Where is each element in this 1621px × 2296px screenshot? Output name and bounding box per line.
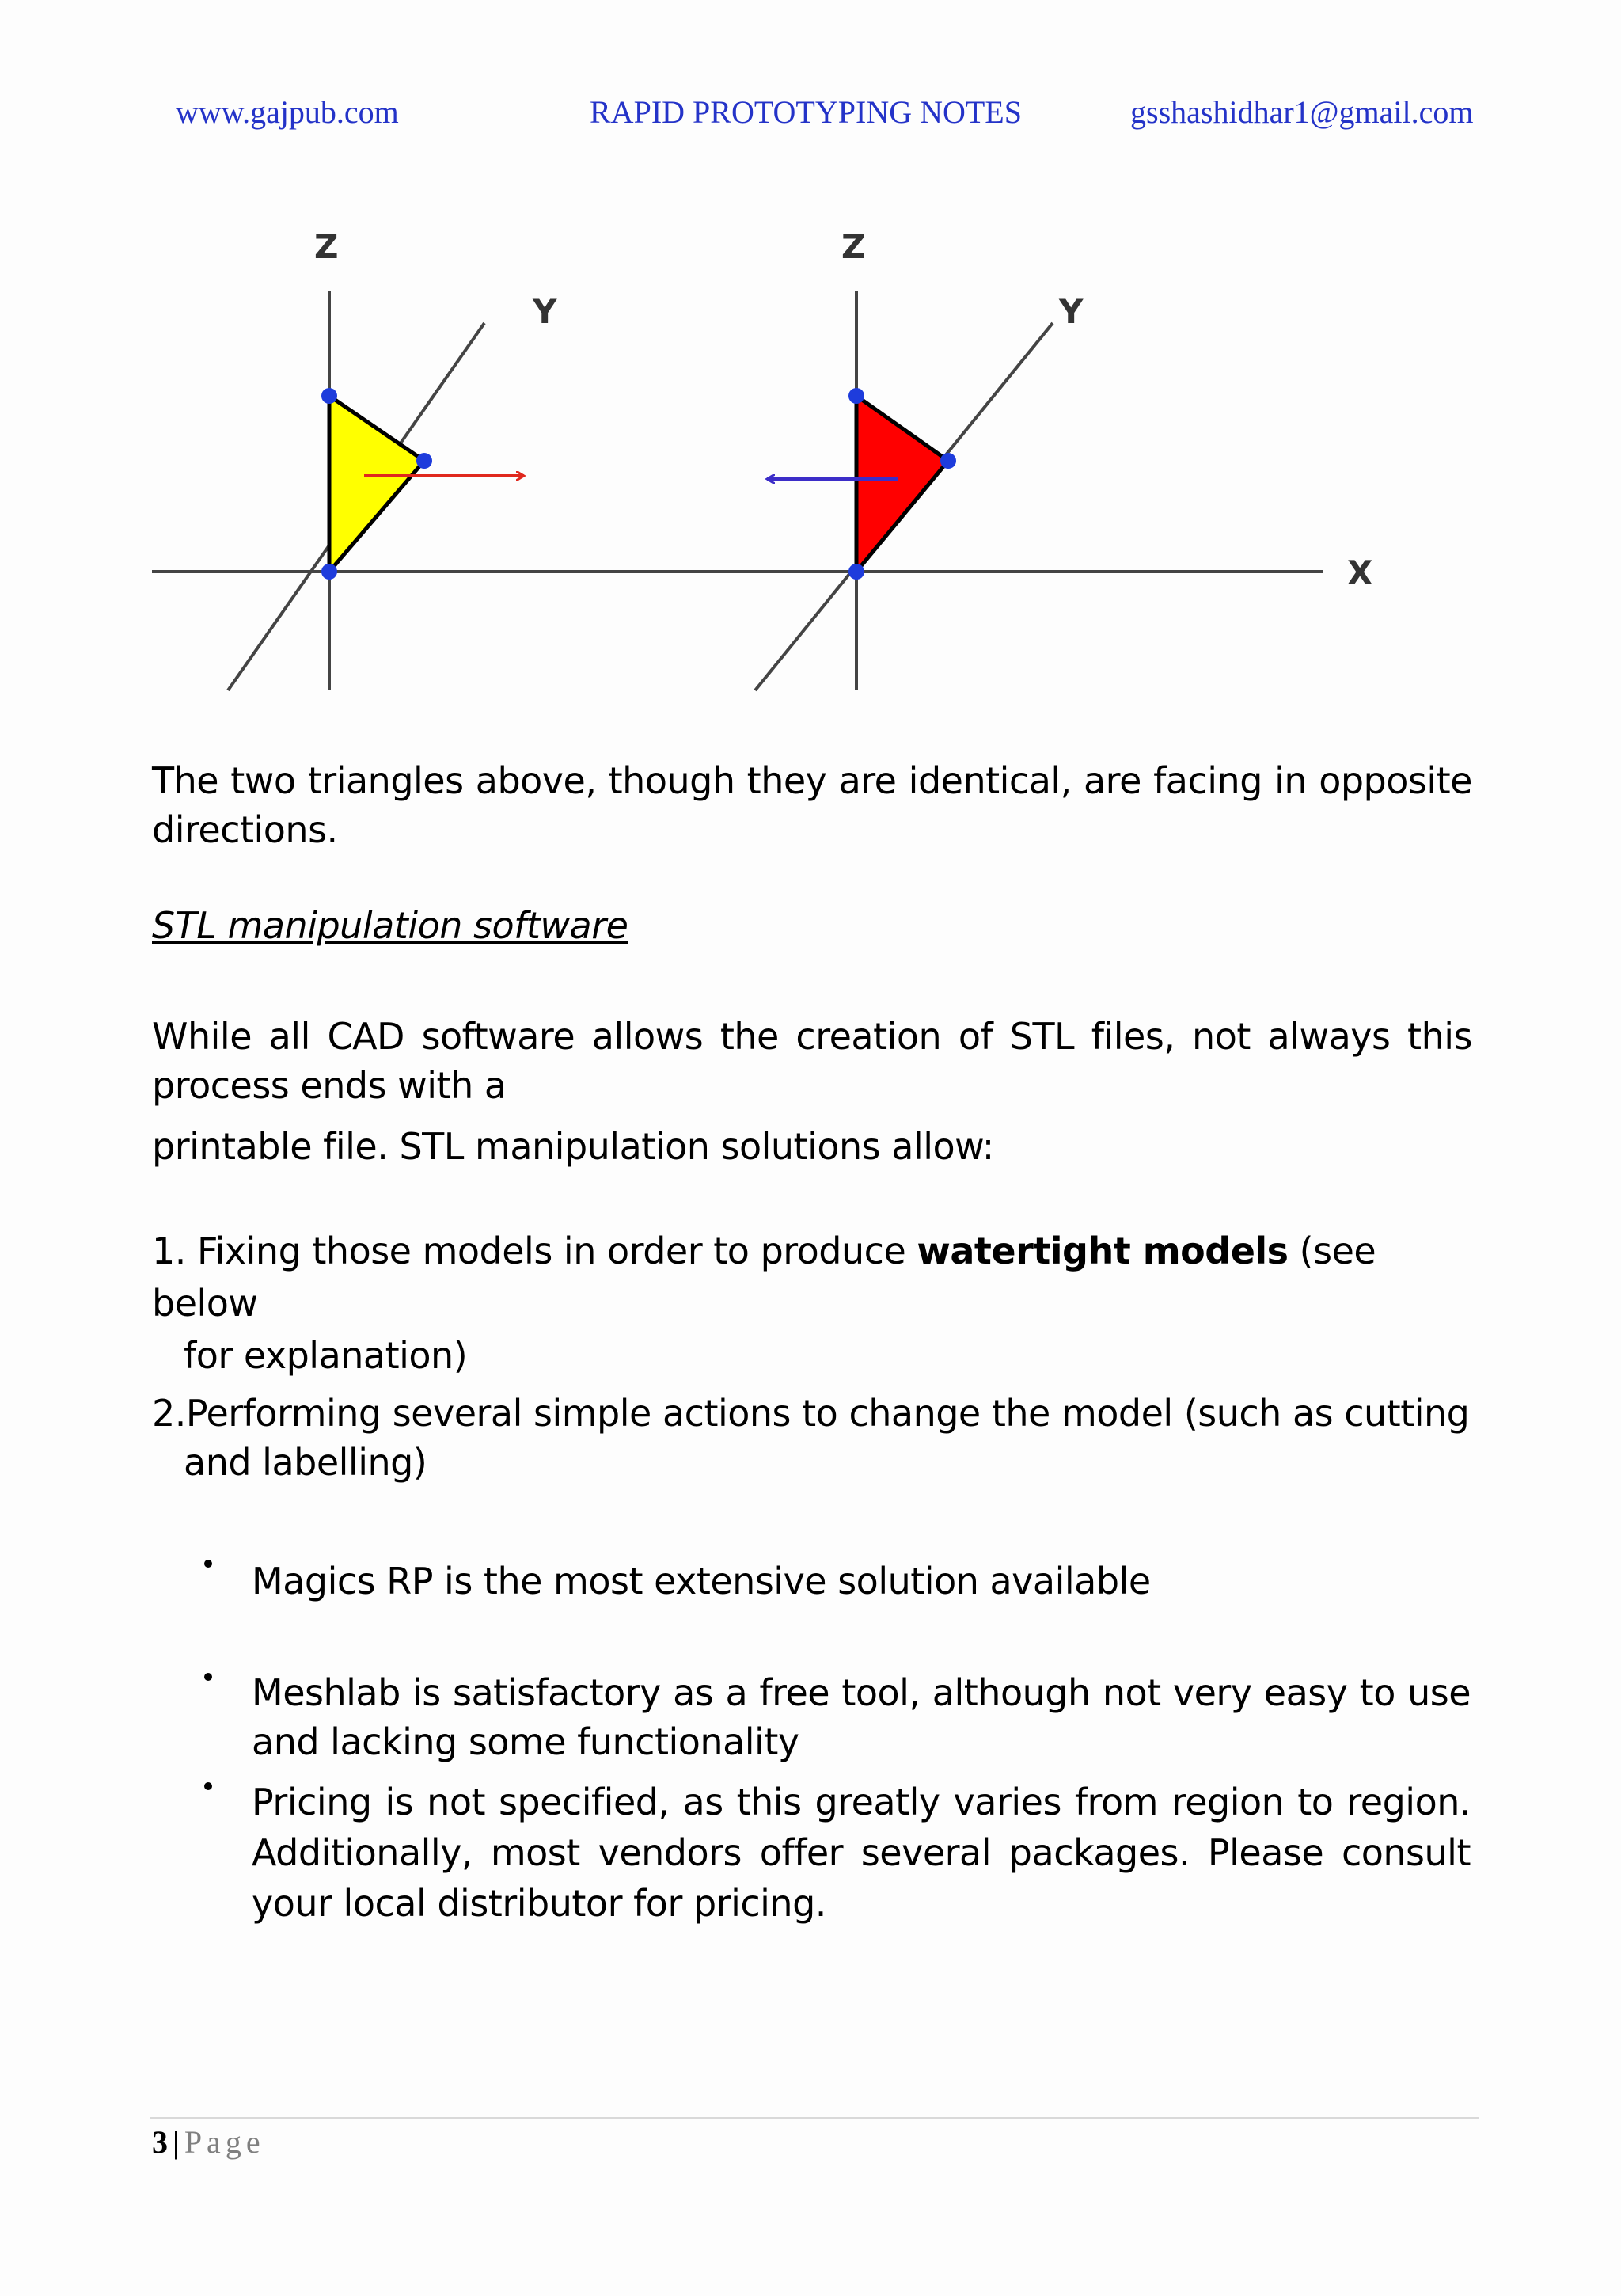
list-number: 1. (152, 1230, 186, 1272)
right-vertex-origin (848, 564, 864, 580)
page-label: Page (184, 2124, 265, 2160)
right-vertex-top (848, 388, 864, 404)
list-continuation: and labelling) (184, 1441, 427, 1484)
x-axis-label: X (1347, 553, 1373, 592)
paragraph-cad-line2: printable file. STL manipulation solutions allow: (152, 1125, 994, 1168)
triangles-caption: The two triangles above, though they are identical, are facing in opposite directions. (152, 759, 1472, 851)
bullet-item: Pricing is not specified, as this greatly varies from region to region. Additionally, most vendors offer several packages. Please consult your local distributor for pricing. (252, 1781, 1471, 1925)
left-y-label: Y (533, 292, 557, 331)
list-text-after: (see below (152, 1230, 1376, 1325)
right-y-label: Y (1059, 292, 1084, 331)
page-number: 3 (152, 2124, 168, 2160)
footer-divider (150, 2117, 1479, 2119)
left-vertex-y (416, 453, 432, 469)
bullet-marker (204, 1560, 212, 1568)
header-email[interactable]: gsshashidhar1@gmail.com (1130, 94, 1474, 130)
left-vertex-origin (321, 564, 337, 580)
yellow-triangle (329, 396, 424, 572)
triangle-normals-figure (142, 206, 1409, 713)
paragraph-cad-line1: While all CAD software allows the creation of STL files, not always this process ends with a (152, 1015, 1472, 1107)
list-item-1 (152, 1225, 1475, 1382)
emphasis-text: watertight models (917, 1230, 1289, 1272)
list-continuation: for explanation) (184, 1334, 468, 1377)
bullet-item: Meshlab is satisfactory as a free tool, although not very easy to use and lacking some functionality (252, 1671, 1471, 1763)
list-text: Performing several simple actions to change the model (such as cutting (185, 1392, 1470, 1435)
bullet-item: Magics RP is the most extensive solution available (252, 1560, 1151, 1602)
list-item-2 (152, 1387, 1475, 1488)
footer-separator: | (173, 2124, 180, 2160)
list-text: Fixing those models in order to produce (185, 1230, 917, 1272)
left-z-label: Z (314, 227, 339, 266)
section-heading: STL manipulation software (152, 904, 628, 947)
right-vertex-y (940, 453, 956, 469)
left-vertex-top (321, 388, 337, 404)
triangle-normals-diagram (142, 206, 1409, 713)
page-footer (152, 2123, 265, 2161)
red-triangle (856, 396, 948, 572)
header-website[interactable]: www.gajpub.com (176, 94, 399, 130)
header-title: RAPID PROTOTYPING NOTES (590, 94, 1022, 130)
right-z-label: Z (841, 227, 866, 266)
list-number: 2. (152, 1392, 186, 1435)
bullet-marker (204, 1673, 212, 1681)
page-header (0, 93, 1621, 141)
bullet-marker (204, 1782, 212, 1790)
